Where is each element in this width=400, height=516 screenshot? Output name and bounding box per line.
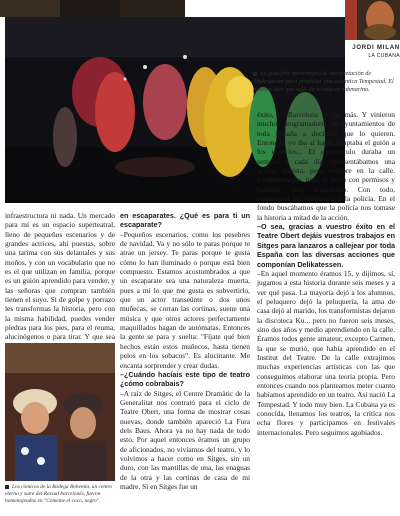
article-column-1 — [5, 211, 115, 342]
col1-paragraph-1: infraestructura ni nada. Un mercado para mí es un espacio superteatral, lleno de pequeños escenarios y de grandes actrices, ahí puestas, sobre una tarima con sus delantales y sus moños, y con un vocabulario que no es el que utilizan en familia, porque es un guión aprendido para vender, y las señoras que compran también tienen el suyo. Si de golpe y porrazo les transformas la historia, pero con la misma habilidad, puedes vender piedras para los pies, para el reuma, alucinógenos o para tirar. Y que sea — [5, 211, 115, 342]
bohemia-photo — [5, 343, 115, 481]
caption-bottom — [5, 484, 115, 506]
article-column-2 — [120, 211, 250, 516]
col2-question-2: –¿Cuándo hacíais este tipo de teatro ¿cómo cobrabais? — [120, 369, 250, 389]
top-right-photo — [345, 0, 400, 40]
byline-section: LA CUBANA — [368, 53, 400, 59]
caption-bottom-text: Los cómicos de la Bodega Bohemia, un centro eterno y sutre del Ravaal barcelonés, fueron homenajeados en "Cómeme el coco, negro". — [5, 484, 113, 505]
caption-top-text: La gota fría interrumpió la interpretación de Shakespeare para propiciar una auténtica Tempestad. El público tuvo que salir de la sala en submarino. — [253, 70, 394, 94]
col2-question-1: en escaparates. ¿Qué es para ti un escaparate? — [120, 211, 250, 230]
article-column-3 — [257, 110, 395, 516]
col3-paragraph-2: –En aquel momento éramos 15, y dijimos, sí, jugamos a esta historia durante seis meses y a ver qué pasa. La mayoría dejó a los alumnos, el peluquero dejó la peluquería, la ama de casa dejó al marido, los transformistas dejaron la discoteca Ku... pero no fueron seis meses, sino dos años y medio aprendiendo en la calle. Éramos todos gente amateur, excepto Carmen, la que se murió, que había aprendido en el Institut del Teatre. De la calle extrajimos muchas experiencias artísticas con las que conseguimos elaborar una teoría propia. Pero entonces cuando nos planteamos meter cuanto habíamos aprendido en un teatro. Así nació La Tempestad. Y todo muy bien. La Cubana ya es conocida, llenamos los teatros, la crítica nos echa flores y participamos en festivales internacionales. Pero seguimos agobiados. — [257, 268, 395, 437]
col2-paragraph-1: –Pequeños escenarios, como los pesebres de navidad. Va y no sólo te paras porque te atrae un jersey. Te paras porque te gusta cómo lo han iluminado o porque está bien compuesto. Estamos acostumbrados a que un escaparate sea una naturaleza muerta, pues a mí lo que me gusta es subvertirlo, que un actor transeúnte o dos unos muñecas, se corran las cortinas, suene una música y que otros actores perfectamente maquillados hagan de autómatas. Entonces la gente se para y suelta: "Fíjate qué bien hechos están estos muñecos, hasta tienen pelos en los sobacos". Es alucinante. Me encanta sorprender y crear dudas. — [120, 229, 250, 370]
caption-top — [253, 70, 395, 95]
byline — [350, 45, 400, 59]
col3-paragraph-1: éxito, en Barcelona lo fue más. Y vinieron muchos programadores de ayuntamientos de toda España a decirnos que lo quieren. Entonces, yo iba al lugar, adaptaba el guión a los espacios... El espectáculo duraba un semana y cada día representábamos una acción distinta, pero siempre en la calle. Evidentemente, todo se hacía con permisos y bastante bien organizado. Con todo, empezaron los follones con la policía. En el fondo buscábamos que la policía nos tomase la historia a mitad de la acción. — [257, 110, 395, 222]
col2-paragraph-2: –A raíz de Sitges, el Centre Dramàtic de la Generalitat nos contrató para el ciclo de Teatre Obert, una forma de mostrar cosas nuevas, donde también apareció La Fura dels Baus. Ahora ya no hay nada de todo esto. Por aquel entonces éramos un grupo de aficionados, no vivíamos del teatro, y lo volvimos a hacer como en Sitges, sin un duro, con las mantillas de una, las enaguas de la otra y las cortinas de casa de mi madre. Si en Sitges fue un — [120, 388, 250, 491]
caption-marker-icon — [253, 72, 257, 76]
caption-marker-icon — [5, 485, 9, 489]
byline-author: JORDI MILAN — [352, 45, 400, 51]
top-left-photo-strip — [0, 0, 185, 17]
col3-question-1: –O sea, gracias a vuestro éxito en el Teatre Obert dejáis vuestros trabajos en Sitges para lanzaros a callejear por toda España con las diversas acciones que componían Delikatessen. — [257, 222, 395, 269]
